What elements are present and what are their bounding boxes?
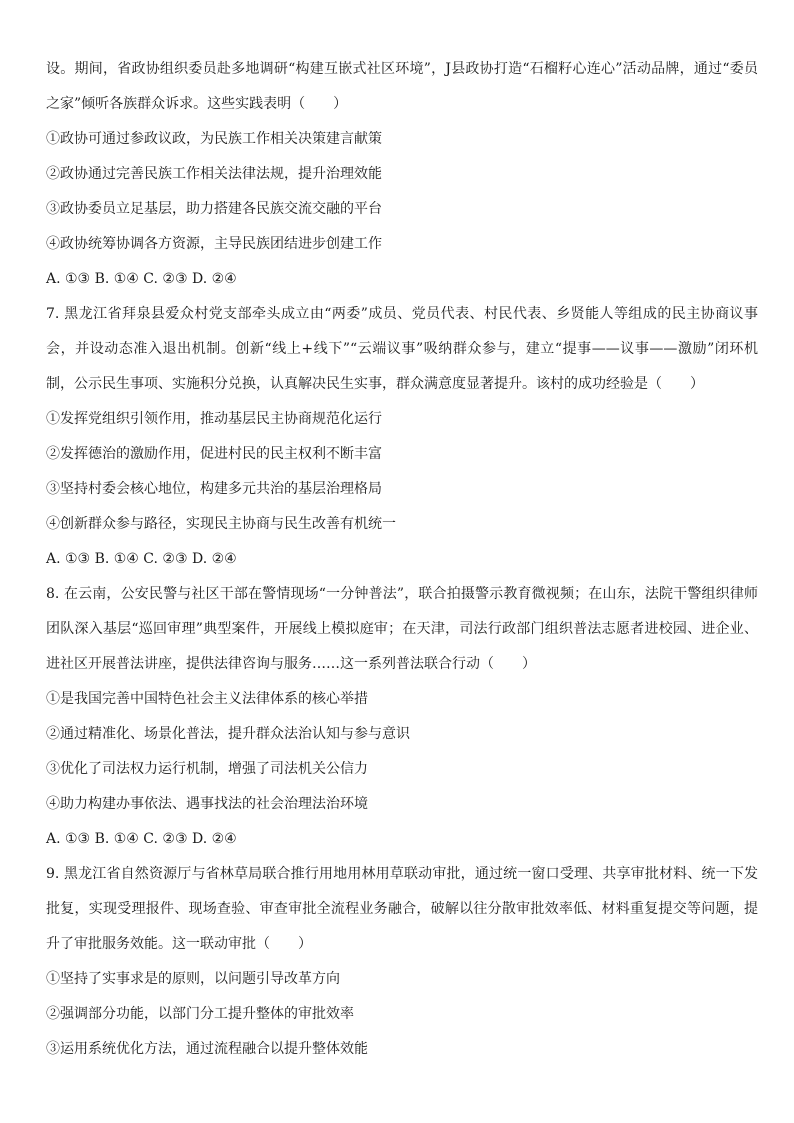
question-6-continuation [46,52,758,297]
option-4: ④政协统筹协调各方资源，主导民族团结进步创建工作 [46,236,382,252]
option-3: ③坚持村委会核心地位，构建多元共治的基层治理格局 [46,481,382,497]
option-1: ①坚持了实事求是的原则，以问题引导改革方向 [46,971,340,987]
option-3: ③优化了司法权力运行机制，增强了司法机关公信力 [46,761,368,777]
option-3: ③政协委员立足基层，助力搭建各民族交流交融的平台 [46,201,382,217]
option-1: ①是我国完善中国特色社会主义法律体系的核心举措 [46,691,368,707]
answer-choices: A. ①③ B. ①④ C. ②③ D. ②④ [46,831,237,847]
question-7 [46,297,758,577]
answer-choices: A. ①③ B. ①④ C. ②③ D. ②④ [46,551,237,567]
question-8 [46,577,758,857]
option-1: ①发挥党组织引领作用，推动基层民主协商规范化运行 [46,411,382,427]
question-stem: 设。期间，省政协组织委员赴多地调研“构建互嵌式社区环境”，J县政协打造“石榴籽心连心”活动品牌，通过“委员之家”倾听各族群众诉求。这些实践表明（ ） [46,61,758,112]
option-4: ④助力构建办事依法、遇事找法的社会治理法治环境 [46,796,368,812]
option-4: ④创新群众参与路径，实现民主协商与民生改善有机统一 [46,516,396,532]
option-1: ①政协可通过参政议政，为民族工作相关决策建言献策 [46,131,382,147]
answer-choices: A. ①③ B. ①④ C. ②③ D. ②④ [46,271,237,287]
question-stem: 9. 黑龙江省自然资源厅与省林草局联合推行用地用林用草联动审批，通过统一窗口受理、共享审批材料、统一下发批复，实现受理报件、现场查验、审查审批全流程业务融合，破解以往分散审批效率低、材料重复提交等问题，提升了审批服务效能。这一联动审批（ ） [46,866,758,952]
option-2: ②政协通过完善民族工作相关法律法规，提升治理效能 [46,166,382,182]
option-2: ②强调部分功能，以部门分工提升整体的审批效率 [46,1006,354,1022]
question-stem: 8. 在云南，公安民警与社区干部在警情现场“一分钟普法”，联合拍摄警示教育微视频；在山东，法院干警组织律师团队深入基层“巡回审理”典型案件，开展线上模拟庭审；在天津，司法行政部门组织普法志愿者进校园、进企业、进社区开展普法讲座，提供法律咨询与服务……这一系列普法联合行动（ ） [46,586,758,672]
document-page [46,52,758,1067]
option-2: ②通过精准化、场景化普法，提升群众法治认知与参与意识 [46,726,410,742]
option-2: ②发挥德治的激励作用，促进村民的民主权利不断丰富 [46,446,382,462]
question-stem: 7. 黑龙江省拜泉县爱众村党支部牵头成立由“两委”成员、党员代表、村民代表、乡贤能人等组成的民主协商议事会，并设动态准入退出机制。创新“线上+线下”“云端议事”吸纳群众参与，建立“提事——议事——激励”闭环机制，公示民生事项、实施积分兑换，认真解决民生实事，群众满意度显著提升。该村的成功经验是（ ） [46,306,758,392]
option-3: ③运用系统优化方法，通过流程融合以提升整体效能 [46,1041,368,1057]
question-9 [46,857,758,1067]
